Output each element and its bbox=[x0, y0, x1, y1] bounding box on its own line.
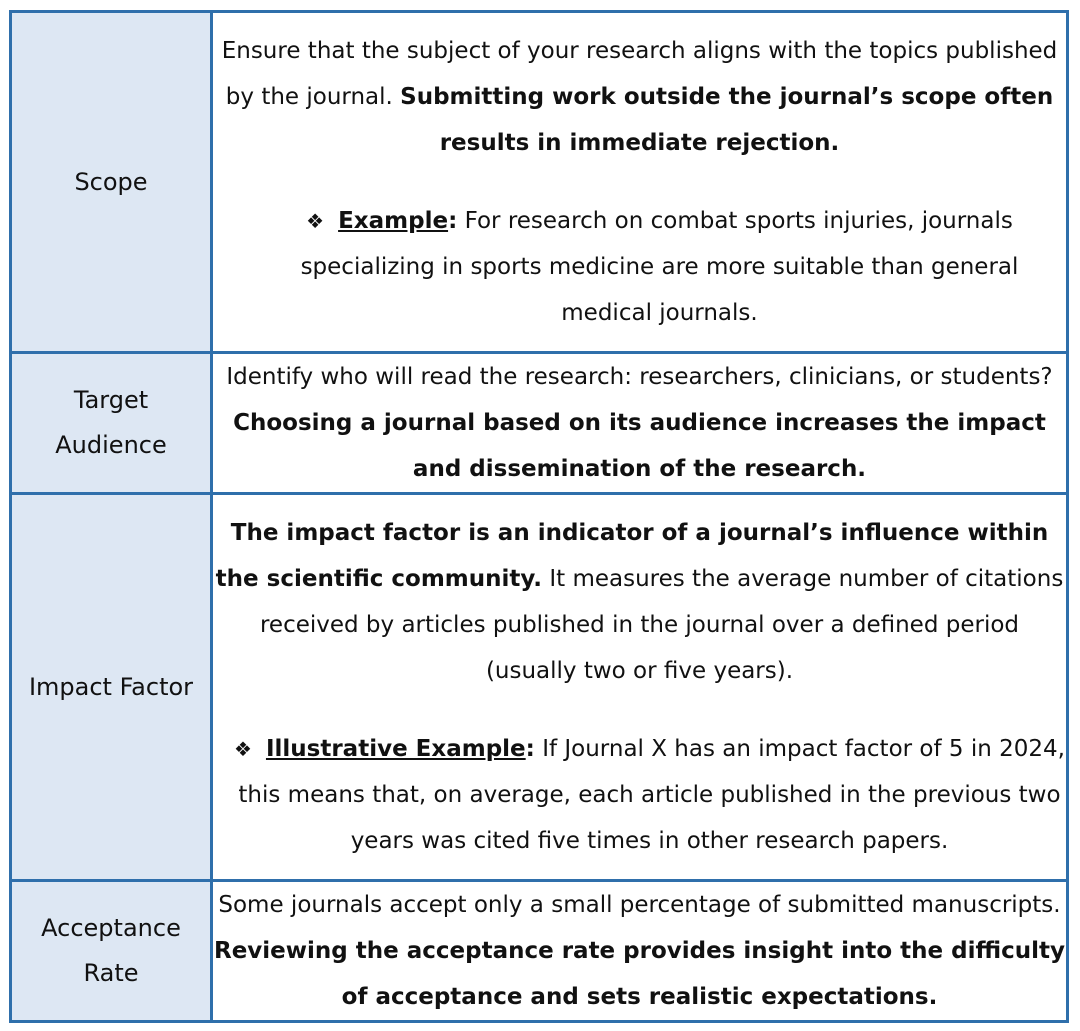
scope-example-colon: : bbox=[448, 208, 458, 234]
row-label-impact-factor: Impact Factor bbox=[11, 494, 212, 881]
target-audience-bold-text: Choosing a journal based on its audience increases the impact and dissemination of the research. bbox=[233, 410, 1046, 482]
scope-description bbox=[213, 28, 1066, 166]
row-label-target-audience: Target Audience bbox=[11, 353, 212, 494]
impact-factor-example-colon: : bbox=[525, 736, 535, 762]
impact-factor-example-text: If Journal X has an impact factor of 5 in 2024, this means that, on average, each article published in the previous two years was cited five times in other research papers. bbox=[238, 736, 1065, 854]
impact-factor-example bbox=[213, 726, 1066, 864]
row-label-scope: Scope bbox=[11, 12, 212, 353]
table-row bbox=[11, 12, 1068, 353]
row-content-impact-factor bbox=[212, 494, 1068, 881]
impact-factor-text: It measures the average number of citations received by articles published in the journal over a defined period (usually two or five years). bbox=[259, 566, 1064, 684]
scope-example-label: Example bbox=[338, 208, 449, 234]
row-content-scope bbox=[212, 12, 1068, 353]
scope-example-text: For research on combat sports injuries, journals specializing in sports medicine are more suitable than general medical journals. bbox=[300, 208, 1019, 326]
acceptance-rate-bold-text: Reviewing the acceptance rate provides insight into the difficulty of acceptance and sets realistic expectations. bbox=[213, 938, 1065, 1010]
impact-factor-example-label: Illustrative Example bbox=[265, 736, 526, 762]
journal-criteria-table bbox=[9, 10, 1069, 1023]
impact-factor-description bbox=[213, 510, 1066, 694]
scope-example bbox=[213, 198, 1066, 336]
row-content-target-audience bbox=[212, 353, 1068, 494]
row-content-acceptance-rate bbox=[212, 881, 1068, 1022]
spacer bbox=[213, 694, 1066, 726]
acceptance-rate-text: Some journals accept only a small percentage of submitted manuscripts. bbox=[218, 892, 1061, 918]
spacer bbox=[213, 166, 1066, 198]
table-row bbox=[11, 353, 1068, 494]
diamond-bullet-icon: ❖ bbox=[306, 209, 325, 233]
target-audience-description bbox=[213, 354, 1066, 492]
table-row bbox=[11, 881, 1068, 1022]
impact-factor-bold-text: The impact factor is an indicator of a journal’s influence within the scientific community. bbox=[215, 520, 1049, 592]
target-audience-text: Identify who will read the research: researchers, clinicians, or students? bbox=[226, 364, 1053, 390]
table-row bbox=[11, 494, 1068, 881]
scope-text: Ensure that the subject of your research aligns with the topics published by the journal. bbox=[221, 38, 1058, 110]
scope-bold-text: Submitting work outside the journal’s scope often results in immediate rejection. bbox=[400, 84, 1054, 156]
row-label-acceptance-rate: Acceptance Rate bbox=[11, 881, 212, 1022]
diamond-bullet-icon: ❖ bbox=[234, 737, 252, 761]
acceptance-rate-description bbox=[213, 882, 1066, 1020]
